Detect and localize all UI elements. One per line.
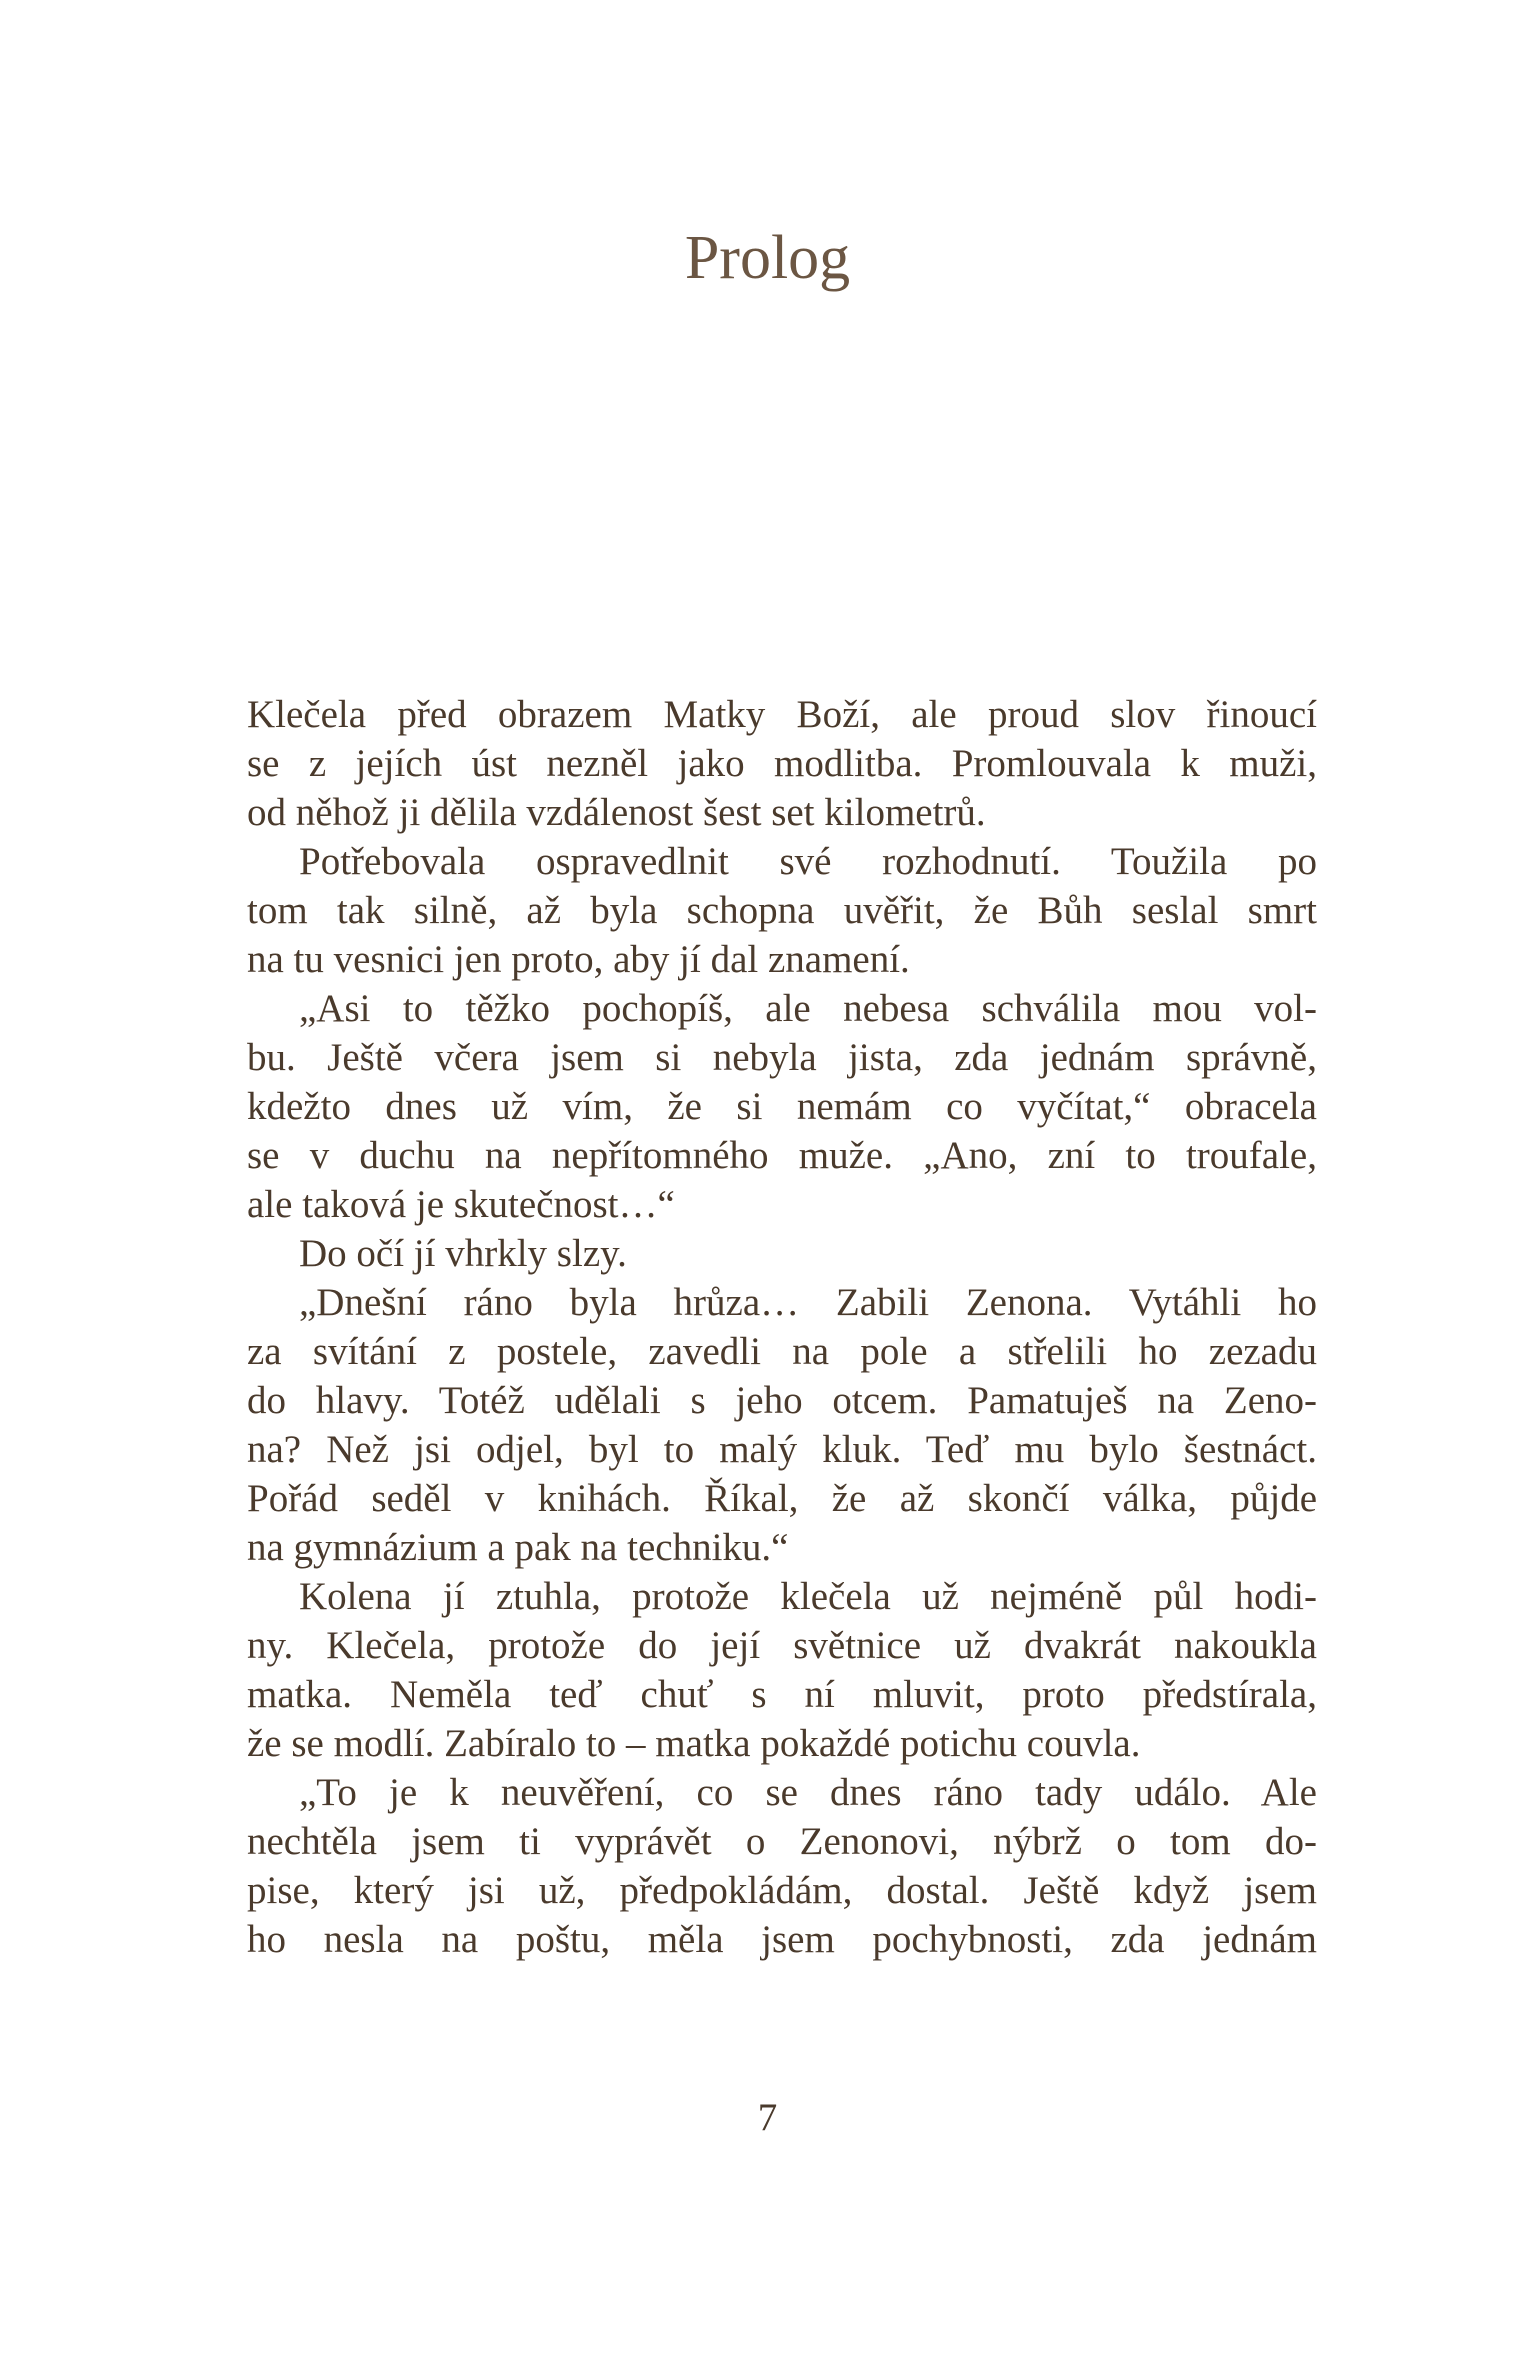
text-line: kdežto dnes už vím, že si nemám co vyčítat,“ obracela bbox=[247, 1085, 1317, 1128]
text-line: „Asi to těžko pochopíš, ale nebesa schválila mou vol- bbox=[299, 987, 1317, 1030]
text-line: ny. Klečela, protože do její světnice už dvakrát nakoukla bbox=[247, 1624, 1317, 1667]
text-line: Klečela před obrazem Matky Boží, ale proud slov řinoucí bbox=[247, 693, 1317, 736]
paragraph bbox=[247, 1278, 1317, 1572]
text-line: „Dnešní ráno byla hrůza… Zabili Zenona. Vytáhli ho bbox=[299, 1281, 1317, 1324]
text-line: na? Než jsi odjel, byl to malý kluk. Teď mu bylo šestnáct. bbox=[247, 1428, 1317, 1471]
text-line: za svítání z postele, zavedli na pole a střelili ho zezadu bbox=[247, 1330, 1317, 1373]
text-line: matka. Neměla teď chuť s ní mluvit, proto předstírala, bbox=[247, 1673, 1317, 1716]
text-line: bu. Ještě včera jsem si nebyla jista, zda jednám správně, bbox=[247, 1036, 1317, 1079]
paragraph bbox=[247, 1572, 1317, 1768]
text-line: tom tak silně, až byla schopna uvěřit, že Bůh seslal smrt bbox=[247, 889, 1317, 932]
text-line: že se modlí. Zabíralo to – matka pokaždé potichu couvla. bbox=[247, 1722, 1141, 1765]
text-line: „To je k neuvěření, co se dnes ráno tady událo. Ale bbox=[299, 1771, 1317, 1814]
text-line: ho nesla na poštu, měla jsem pochybnosti, zda jednám bbox=[247, 1918, 1317, 1961]
body-text bbox=[247, 690, 1317, 1964]
text-line: ale taková je skutečnost…“ bbox=[247, 1183, 675, 1226]
text-line: na tu vesnici jen proto, aby jí dal znamení. bbox=[247, 938, 910, 981]
chapter-title: Prolog bbox=[684, 224, 851, 292]
text-line: se v duchu na nepřítomného muže. „Ano, zní to troufale, bbox=[247, 1134, 1317, 1177]
text-line: od něhož ji dělila vzdálenost šest set kilometrů. bbox=[247, 791, 986, 834]
text-line: Potřebovala ospravedlnit své rozhodnutí. Toužila po bbox=[299, 840, 1317, 883]
paragraph bbox=[247, 984, 1317, 1229]
page-number: 7 bbox=[757, 2096, 778, 2139]
text-line: Do očí jí vhrkly slzy. bbox=[299, 1232, 627, 1275]
text-line: do hlavy. Totéž udělali s jeho otcem. Pamatuješ na Zeno- bbox=[247, 1379, 1317, 1422]
paragraph bbox=[247, 1229, 1317, 1278]
text-line: na gymnázium a pak na techniku.“ bbox=[247, 1526, 789, 1569]
text-line: se z jejích úst nezněl jako modlitba. Promlouvala k muži, bbox=[247, 742, 1317, 785]
text-line: pise, který jsi už, předpokládám, dostal. Ještě když jsem bbox=[247, 1869, 1317, 1912]
text-line: Kolena jí ztuhla, protože klečela už nejméně půl hodi- bbox=[299, 1575, 1317, 1618]
paragraph bbox=[247, 1768, 1317, 1964]
paragraph bbox=[247, 690, 1317, 837]
paragraph bbox=[247, 837, 1317, 984]
text-line: Pořád seděl v knihách. Říkal, že až skončí válka, půjde bbox=[247, 1477, 1317, 1520]
text-line: nechtěla jsem ti vyprávět o Zenonovi, nýbrž o tom do- bbox=[247, 1820, 1317, 1863]
